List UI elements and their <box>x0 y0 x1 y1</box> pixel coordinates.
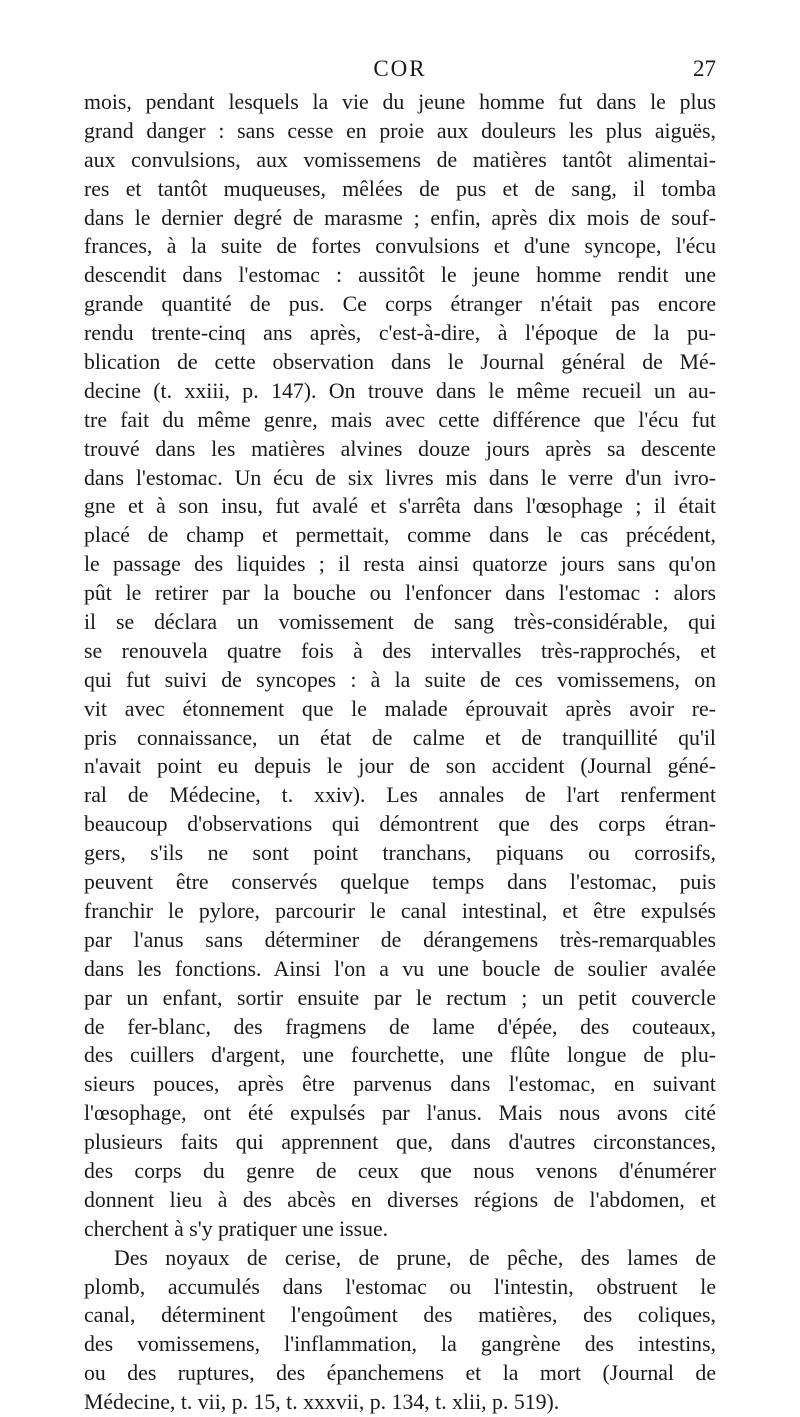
text-line: descendit dans l'estomac : aussitôt le jeune homme rendit une <box>84 263 716 288</box>
running-head: COR <box>373 56 427 81</box>
text-line: des corps du genre de ceux que nous venons d'énumérer <box>84 1158 716 1183</box>
text-line: sieurs pouces, après être parvenus dans l'estomac, en suivant <box>84 1072 716 1097</box>
text-line: il se déclara un vomissement de sang très-considérable, qui <box>84 610 716 635</box>
text-line: plusieurs faits qui apprennent que, dans d'autres circonstances, <box>84 1130 716 1155</box>
text-line: trouvé dans les matières alvines douze jours après sa descente <box>84 436 716 461</box>
text-line: plomb, accumulés dans l'estomac ou l'intestin, obstruent le <box>84 1274 716 1299</box>
text-line: dans l'estomac. Un écu de six livres mis dans le verre d'un ivro- <box>84 465 716 490</box>
text-line: aux convulsions, aux vomissemens de matières tantôt alimentai- <box>84 147 716 172</box>
text-line: gne et à son insu, fut avalé et s'arrêta dans l'œsophage ; il était <box>84 494 716 519</box>
text-line: rendu trente-cinq ans après, c'est-à-dire, à l'époque de la pu- <box>84 321 716 346</box>
paragraph <box>84 1244 716 1417</box>
text-line: gers, s'ils ne sont point tranchans, piquans ou corrosifs, <box>84 841 716 866</box>
text-line: grand danger : sans cesse en proie aux douleurs les plus aiguës, <box>84 118 716 143</box>
text-line: beaucoup d'observations qui démontrent que des corps étran- <box>84 812 716 837</box>
text-line: par un enfant, sortir ensuite par le rectum ; un petit couvercle <box>84 985 716 1010</box>
text-line: franchir le pylore, parcourir le canal intestinal, et être expulsés <box>84 898 716 923</box>
text-line: frances, à la suite de fortes convulsions et d'une syncope, l'écu <box>84 234 716 259</box>
paragraph <box>84 88 716 1244</box>
text-line: ou des ruptures, des épanchemens et la mort (Journal de <box>84 1361 716 1386</box>
text-line: des vomissemens, l'inflammation, la gangrène des intestins, <box>84 1332 716 1357</box>
text-line: ral de Médecine, t. xxiv). Les annales de l'art renferment <box>84 783 716 808</box>
text-line: donnent lieu à des abcès en diverses régions de l'abdomen, et <box>84 1187 716 1212</box>
text-line: pût le retirer par la bouche ou l'enfoncer dans l'estomac : alors <box>84 581 716 606</box>
text-line: tre fait du même genre, mais avec cette différence que l'écu fut <box>84 407 716 432</box>
text-line: placé de champ et permettait, comme dans le cas précédent, <box>84 523 716 548</box>
text-line: cherchent à s'y pratiquer une issue. <box>84 1216 389 1241</box>
text-line: dans le dernier degré de marasme ; enfin, après dix mois de souf- <box>84 205 716 230</box>
page-number: 27 <box>693 56 716 81</box>
text-line: grande quantité de pus. Ce corps étranger n'était pas encore <box>84 292 716 317</box>
text-line: l'œsophage, ont été expulsés par l'anus. Mais nous avons cité <box>84 1101 716 1126</box>
text-line: par l'anus sans déterminer de dérangemens très-remarquables <box>84 927 716 952</box>
text-line: qui fut suivi de syncopes : à la suite de ces vomissemens, on <box>84 667 716 692</box>
text-line: decine (t. xxiii, p. 147). On trouve dans le même recueil un au- <box>84 378 716 403</box>
text-line: des cuillers d'argent, une fourchette, une flûte longue de plu- <box>84 1043 716 1068</box>
text-line: se renouvela quatre fois à des intervalles très-rapprochés, et <box>84 638 716 663</box>
text-line: mois, pendant lesquels la vie du jeune homme fut dans le plus <box>84 90 716 114</box>
text-line: de fer-blanc, des fragmens de lame d'épée, des couteaux, <box>84 1014 716 1039</box>
text-line: blication de cette observation dans le Journal général de Mé- <box>84 350 716 375</box>
text-line: canal, déterminent l'engoûment des matières, des coliques, <box>84 1303 716 1328</box>
text-line: n'avait point eu depuis le jour de son accident (Journal géné- <box>84 754 716 779</box>
body-text <box>84 88 716 1417</box>
text-line: res et tantôt muqueuses, mêlées de pus et de sang, il tomba <box>84 176 716 201</box>
text-line: dans les fonctions. Ainsi l'on a vu une boucle de soulier avalée <box>84 956 716 981</box>
text-line: peuvent être conservés quelque temps dans l'estomac, puis <box>84 870 716 895</box>
text-line: Des noyaux de cerise, de prune, de pêche, des lames de <box>114 1245 716 1270</box>
text-line: vit avec étonnement que le malade éprouvait après avoir re- <box>84 696 716 721</box>
text-line: Médecine, t. vii, p. 15, t. xxxvii, p. 134, t. xlii, p. 519). <box>84 1390 560 1415</box>
text-line: pris connaissance, un état de calme et de tranquillité qu'il <box>84 725 716 750</box>
text-line: le passage des liquides ; il resta ainsi quatorze jours sans qu'on <box>84 552 716 577</box>
page-header <box>84 56 716 88</box>
